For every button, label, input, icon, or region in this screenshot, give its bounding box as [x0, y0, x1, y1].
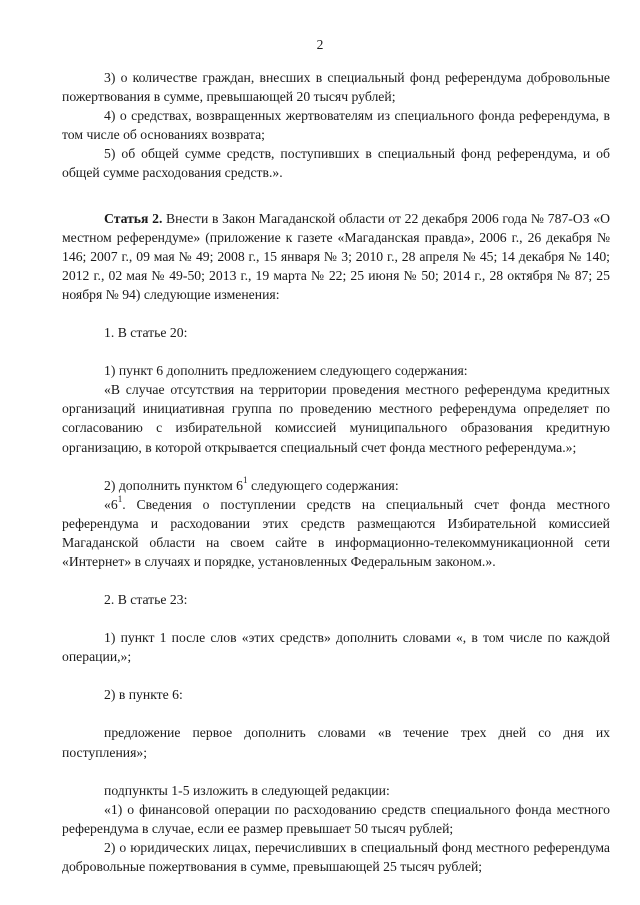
quote-2-start: «6: [104, 496, 118, 512]
point-2-tail: следующего содержания:: [247, 477, 399, 493]
paragraph-new-subitem-2: 2) о юридических лицах, перечисливших в специальный фонд местного референдума добровольные пожертвования в сумме, превышающей 25 тысяч рублей;: [62, 839, 610, 874]
paragraph-article-2: [62, 209, 610, 304]
paragraph-new-subitem-1: «1) о финансовой операции по расходованию средств специального фонда местного референдума в случае, если ее размер превышает 50 тысяч рублей;: [62, 801, 610, 836]
paragraph-first-sentence: предложение первое дополнить словами «в течение трех дней со дня их поступления»;: [62, 725, 610, 760]
superscript: 1: [243, 475, 248, 486]
superscript: 1: [117, 494, 123, 505]
paragraph-23-point-1: 1) пункт 1 после слов «этих средств» дополнить словами «, в том числе по каждой операции,»;: [62, 630, 610, 665]
paragraph-subitems-1-5: подпункты 1-5 изложить в следующей редакции:: [104, 782, 390, 798]
paragraph-subitem-5: 5) об общей сумме средств, поступивших в специальный фонд референдума, и об общей сумме расходования средств.».: [62, 146, 610, 181]
paragraph-point-2: [62, 476, 610, 495]
paragraph-quote-1: «В случае отсутствия на территории проведения местного референдума кредитных организаций инициативная группа по проведению местного референдума определяет по согласованию с избирательной комиссией муниципального образования кредитную организацию, в которой открывается специальный счет фонда местного референдума.»;: [62, 382, 610, 455]
paragraph-23-point-2: 2) в пункте 6:: [104, 687, 183, 703]
paragraph-subitem-3: 3) о количестве граждан, внесших в специальный фонд референдума добровольные пожертвования в сумме, превышающей 20 тысяч рублей;: [62, 70, 610, 105]
paragraph-quote-2: [62, 495, 610, 571]
page-number: 2: [316, 37, 324, 52]
article-2-text: Внести в Закон Магаданской области от 22 декабря 2006 года № 787-ОЗ «О местном референдуме» (приложение к газете «Магаданская правда», 2006 г., 26 декабря № 146; 2007 г., 09 мая № 49; 2008 г., 15 января № 3; 2010 г., 28 апреля № 45; 14 декабря № 140; 2012 г., 02 мая № 49-50; 2013 г., 19 марта № 22; 25 июня № 50; 2014 г., 28 октября № 87; 25 ноября № 94) следующие изменения:: [62, 210, 610, 302]
document-body: [62, 68, 610, 876]
quote-2-text: . Сведения о поступлении средств на специальный счет фонда местного референдума и расходовании этих средств размещаются Избирательной комиссией Магаданской области на своем сайте в информационно-телекоммуникационной сети «Интернет» в случаях и порядке, установленных Федеральным законом.».: [62, 496, 610, 569]
paragraph-article-23-heading: 2. В статье 23:: [104, 592, 188, 608]
point-2-text: 2) дополнить пунктом 6: [104, 477, 244, 493]
paragraph-point-1: 1) пункт 6 дополнить предложением следующего содержания:: [104, 363, 468, 379]
article-heading: Статья 2.: [104, 210, 163, 226]
paragraph-subitem-4: 4) о средствах, возвращенных жертвователям из специального фонда референдума, в том числе об основаниях возврата;: [62, 108, 610, 143]
paragraph-article-20-heading: 1. В статье 20:: [104, 325, 188, 341]
